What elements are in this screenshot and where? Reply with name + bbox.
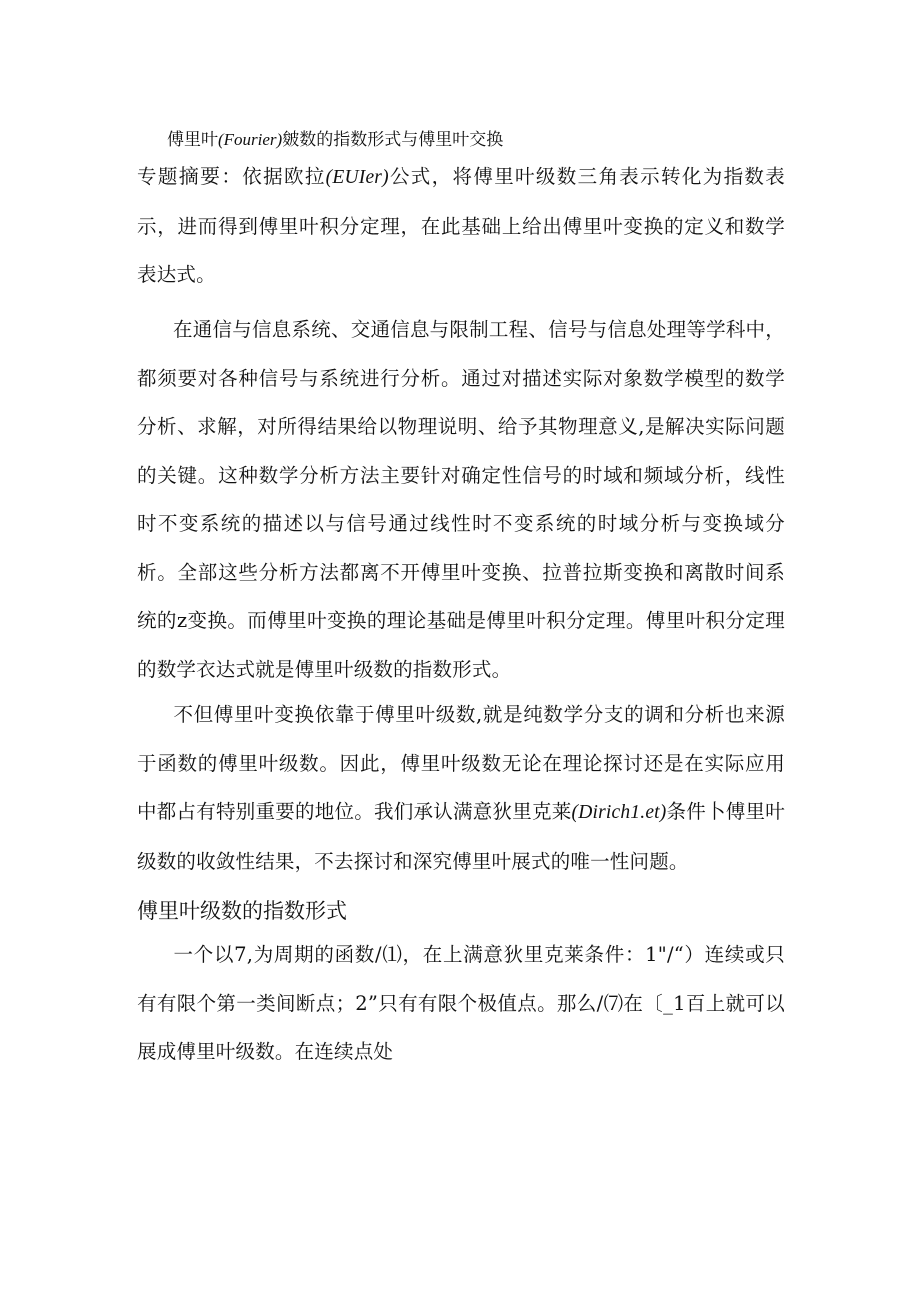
- body-paragraph-2: [137, 691, 785, 886]
- paragraph-2-latin-term: (Dirich1.et): [571, 802, 667, 823]
- paragraph-1-text: 在通信与信息系统、交通信息与限制工程、信号与信息处理等学科中，都须要对各种信号与系统进行分析。通过对描述实际对象数学模型的数学分析、求解，对所得结果给以物理说明、给予其物理意义,是解决实际问题的关键。这种数学分析方法主要针对确定性信号的时域和频域分析，线性时不变系统的描述以与信号通过线性时不变系统的时域分析与变换域分析。全部这些分析方法都离不开傅里叶变换、拉普拉斯变换和离散时间系统的z变换。而傅里叶变换的理论基础是傅里叶积分定理。傅里叶积分定理的数学衣达式就是傅里叶级数的指数形式。: [137, 318, 785, 681]
- document-title: [167, 128, 503, 152]
- abstract-text-1: 依据欧拉: [242, 165, 326, 188]
- abstract-text-2: 公式，将傅里叶级数三角表示转化为指数表示，进而得到傅里叶积分定理，在此基础上给出傅里叶变换的定义和数学表达式。: [137, 165, 785, 286]
- paragraph-2-text-2: 条件卜傅里叶级数的收敛性结果，不去探讨和深究傅里叶展式的唯一性问题。: [137, 800, 785, 873]
- paragraph-3-text: 一个以7,为周期的函数/⑴，在上满意狄里克莱条件：1"/“）连续或只有有限个第一类间断点；2”只有有限个极值点。那么/⑺在〔_1百上就可以展成傅里叶级数。在连续点处: [137, 943, 785, 1063]
- section-heading: 傅里叶级数的指数形式: [137, 899, 347, 923]
- paragraph-2-text-1: 不但傅里叶变换依靠于傅里叶级数,就是纯数学分支的调和分析也来源于函数的傅里叶级数。因此，傅里叶级数无论在理论探讨还是在实际应用中都占有特别重要的地位。我们承认满意狄里克莱: [137, 703, 785, 823]
- abstract-paragraph: [137, 152, 785, 300]
- abstract-latin-term: (EUIer): [325, 167, 389, 188]
- abstract-prefix: 专题: [137, 165, 179, 188]
- body-paragraph-3: [137, 931, 785, 1077]
- title-part-1: 傅里叶: [167, 130, 218, 150]
- abstract-colon: ：: [221, 165, 243, 188]
- title-latin-term: (Fourier): [218, 130, 283, 149]
- body-paragraph-1: [137, 306, 785, 694]
- abstract-label: 摘要: [178, 164, 222, 188]
- title-part-2: 皴数的指数形式与傅里叶交换: [282, 130, 504, 150]
